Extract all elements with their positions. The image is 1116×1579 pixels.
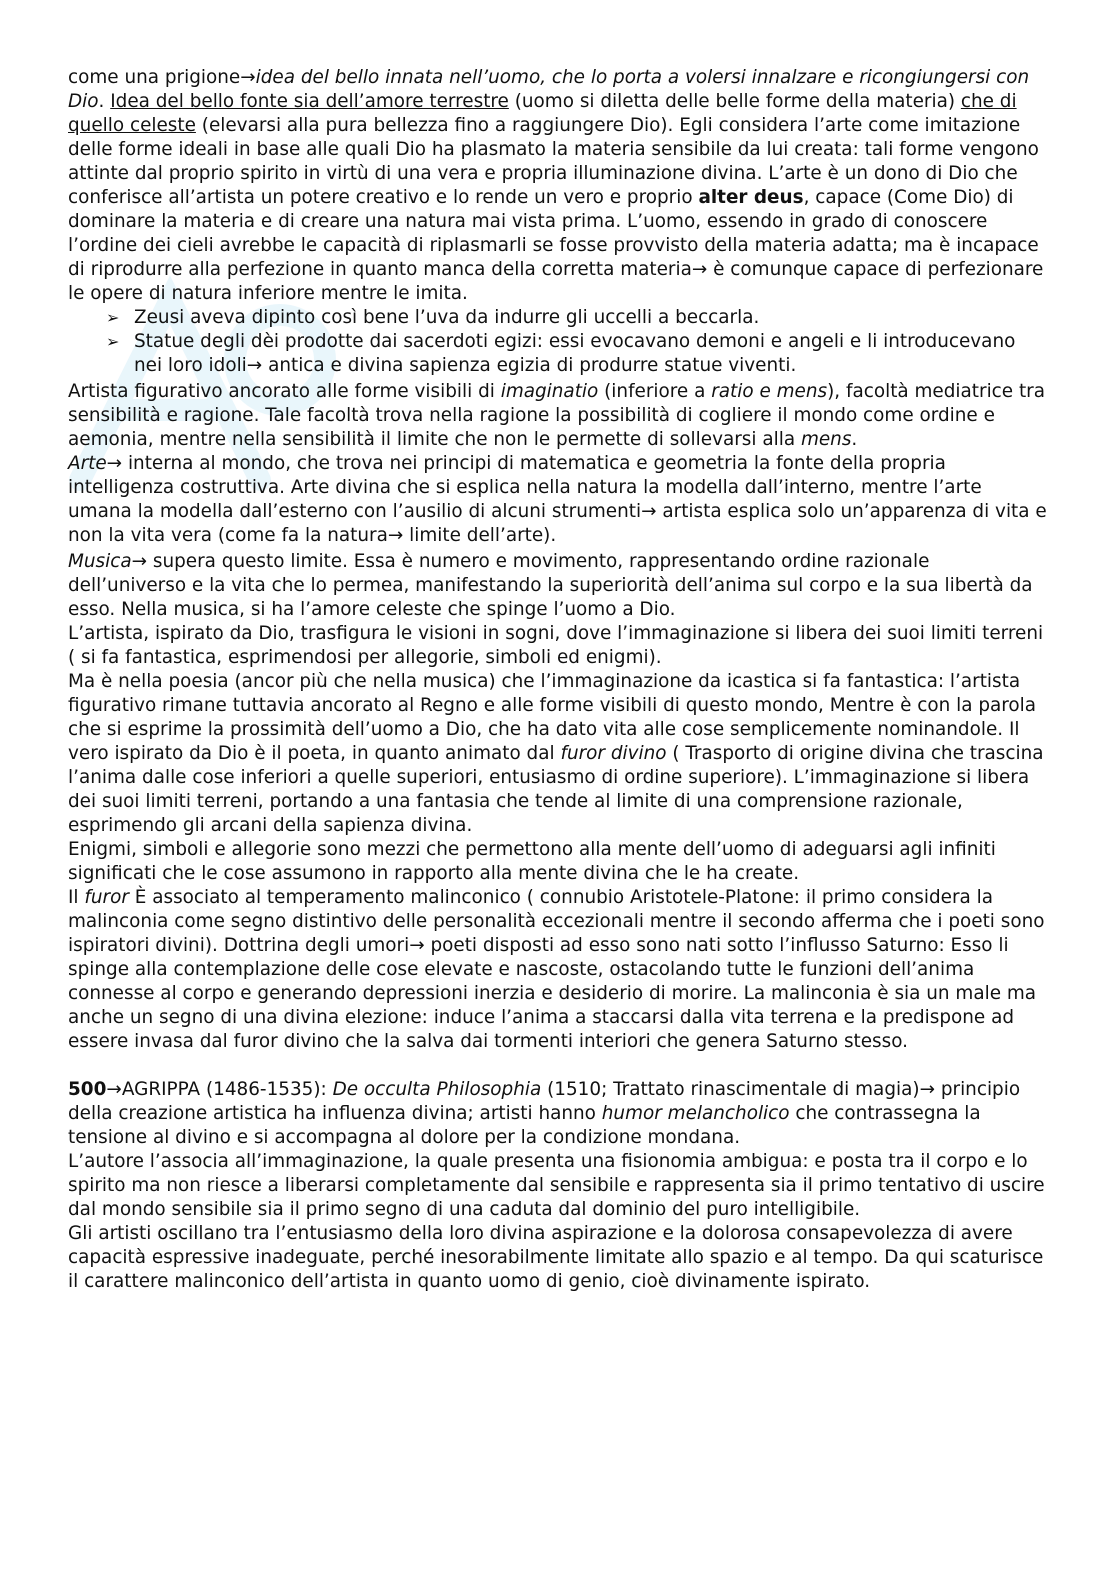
list-item: ➢ Zeusi aveva dipinto così bene l’uva da indurre gli uccelli a beccarla. xyxy=(106,307,760,328)
paragraph-8: Il furor È associato al temperamento malinconico ( connubio Aristotele-Platone: il primo considera la malinconia come segno distintivo delle personalità eccezionali mentre il secondo afferma che i poeti sono ispiratori divini). Dottrina degli umori→ poeti disposti ad esso sono nati sotto l’influsso Saturno: Esso li spinge alla contemplazione delle cose elevate e nascoste, ostacolando tutte le funzioni dell’anima connesse al corpo e generando depressioni inerzia e desiderio di morire. La malinconia è sia un male ma anche un segno di una divina elezione: induce l’anima a staccarsi dalla vita terrena e la predispone ad essere invasa dal furor divino che la salva dai tormenti interiori che genera Saturno stesso. xyxy=(68,887,1045,1052)
paragraph-2: Artista figurativo ancorato alle forme visibili di imaginatio (inferiore a ratio e mens), facoltà mediatrice tra sensibilità e ragione. Tale facoltà trova nella ragione la possibilità di cogliere il mondo come ordine e aemonia, mentre nella sensibilità il limite che non le permette di sollevarsi alla mens. xyxy=(68,381,1045,450)
arrow-icon: → xyxy=(409,935,425,956)
arrow-icon: → xyxy=(641,501,657,522)
bullet-list xyxy=(68,306,1048,378)
paragraph-10: L’autore l’associa all’immaginazione, la quale presenta una fisionomia ambigua: e posta tra il corpo e lo spirito ma non riesce a liberarsi completamente dal sensibile e rappresenta sia il primo tentativo di uscire dal mondo sensibile sia il primo segno di una caduta dal dominio del puro intelligibile. xyxy=(68,1151,1045,1220)
arrowhead-bullet-icon: ➢ xyxy=(106,308,120,327)
paragraph-1: come una prigione→idea del bello innata nell’uomo, che lo porta a volersi innalzare e ricongiungersi con Dio. Idea del bello fonte sia dell’amore terrestre (uomo si diletta delle belle forme della materia) che di quello celeste (elevarsi alla pura bellezza fino a raggiungere Dio). Egli considera l’arte come imitazione delle forme ideali in base alle quali Dio ha plasmato la materia sensibile da lui creata: tali forme vengono attinte dal proprio spirito in virtù di una vera e propria illuminazione divina. L’arte è un dono di Dio che conferisce all’artista un potere creativo e lo rende un vero e proprio alter deus, capace (Come Dio) di dominare la materia e di creare una natura mai vista prima. L’uomo, essendo in grado di conoscere l’ordine dei cieli avrebbe le capacità di riplasmarli se fosse provvisto della materia adatta; ma è incapace di riprodurre alla perfezione in quanto manca della corretta materia→ è comunque capace di perfezionare le opere di natura inferiore mentre le imita. xyxy=(68,67,1044,304)
list-item: ➢ Statue degli dèi prodotte dai sacerdoti egizi: essi evocavano demoni e angeli e li introducevano nei loro idoli→ antica e divina sapienza egizia di produrre statue viventi. xyxy=(106,331,1016,376)
arrow-icon: → xyxy=(246,355,263,376)
arrowhead-bullet-icon: ➢ xyxy=(106,332,120,351)
arrow-icon: → xyxy=(131,551,148,572)
arrow-icon: → xyxy=(691,259,708,280)
arrow-icon: → xyxy=(387,525,404,546)
paragraph-6: Ma è nella poesia (ancor più che nella musica) che l’immaginazione da icastica si fa fantastica: l’artista figurativo rimane tuttavia ancorato al Regno e alle forme visibili di questo mondo, Mentre è con la parola che si esprime la prossimità dell’uomo a Dio, che ha dato vita alle cose semplicemente nominandole. Il vero ispirato da Dio è il poeta, in quanto animato dal furor divino ( Trasporto di origine divina che trascina l’anima dalle cose inferiori a quelle superiori, entusiasmo di ordine superiore). L’immaginazione si libera dei suoi limiti terreni, portando a una fantasia che tende al limite di una comprensione razionale, esprimendo gli arcani della sapienza divina. xyxy=(68,671,1044,836)
document-page xyxy=(68,66,1048,1294)
paragraph-5: L’artista, ispirato da Dio, trasfigura le visioni in sogni, dove l’immaginazione si libera dei suoi limiti terreni ( si fa fantastica, esprimendosi per allegorie, simboli ed enigmi). xyxy=(68,623,1044,668)
paragraph-7: Enigmi, simboli e allegorie sono mezzi che permettono alla mente dell’uomo di adeguarsi agli infiniti significati che le cose assumono in rapporto alla mente divina che le ha create. xyxy=(68,839,996,884)
arrow-icon: → xyxy=(240,67,256,88)
paragraph-9: 500→AGRIPPA (1486-1535): De occulta Philosophia (1510; Trattato rinascimentale di magia)→ principio della creazione artistica ha influenza divina; artisti hanno humor melancholico che contrassegna la tensione al divino e si accompagna al dolore per la condizione mondana. xyxy=(68,1079,1021,1148)
paragraph-3: Arte→ interna al mondo, che trova nei principi di matematica e geometria la fonte della propria intelligenza costruttiva. Arte divina che si esplica nella natura la modella dall’interno, mentre l’arte umana la modella dall’esterno con l’ausilio di alcuni strumenti→ artista esplica solo un’apparenza di vita e non la vita vera (come fa la natura→ limite dell’arte). xyxy=(68,453,1047,546)
paragraph-11: Gli artisti oscillano tra l’entusiasmo della loro divina aspirazione e la dolorosa consapevolezza di avere capacità espressive inadeguate, perché inesorabilmente limitate allo spazio e al tempo. Da qui scaturisce il carattere malinconico dell’artista in quanto uomo di genio, cioè divinamente ispirato. xyxy=(68,1223,1044,1292)
arrow-icon: → xyxy=(919,1079,935,1100)
arrow-icon: → xyxy=(106,453,123,474)
paragraph-4: Musica→ supera questo limite. Essa è numero e movimento, rappresentando ordine razionale dell’universo e la vita che lo permea, manifestando la superiorità dell’anima sul corpo e la sua libertà da esso. Nella musica, si ha l’amore celeste che spinge l’uomo a Dio. xyxy=(68,551,1033,620)
arrow-icon: → xyxy=(106,1079,122,1100)
